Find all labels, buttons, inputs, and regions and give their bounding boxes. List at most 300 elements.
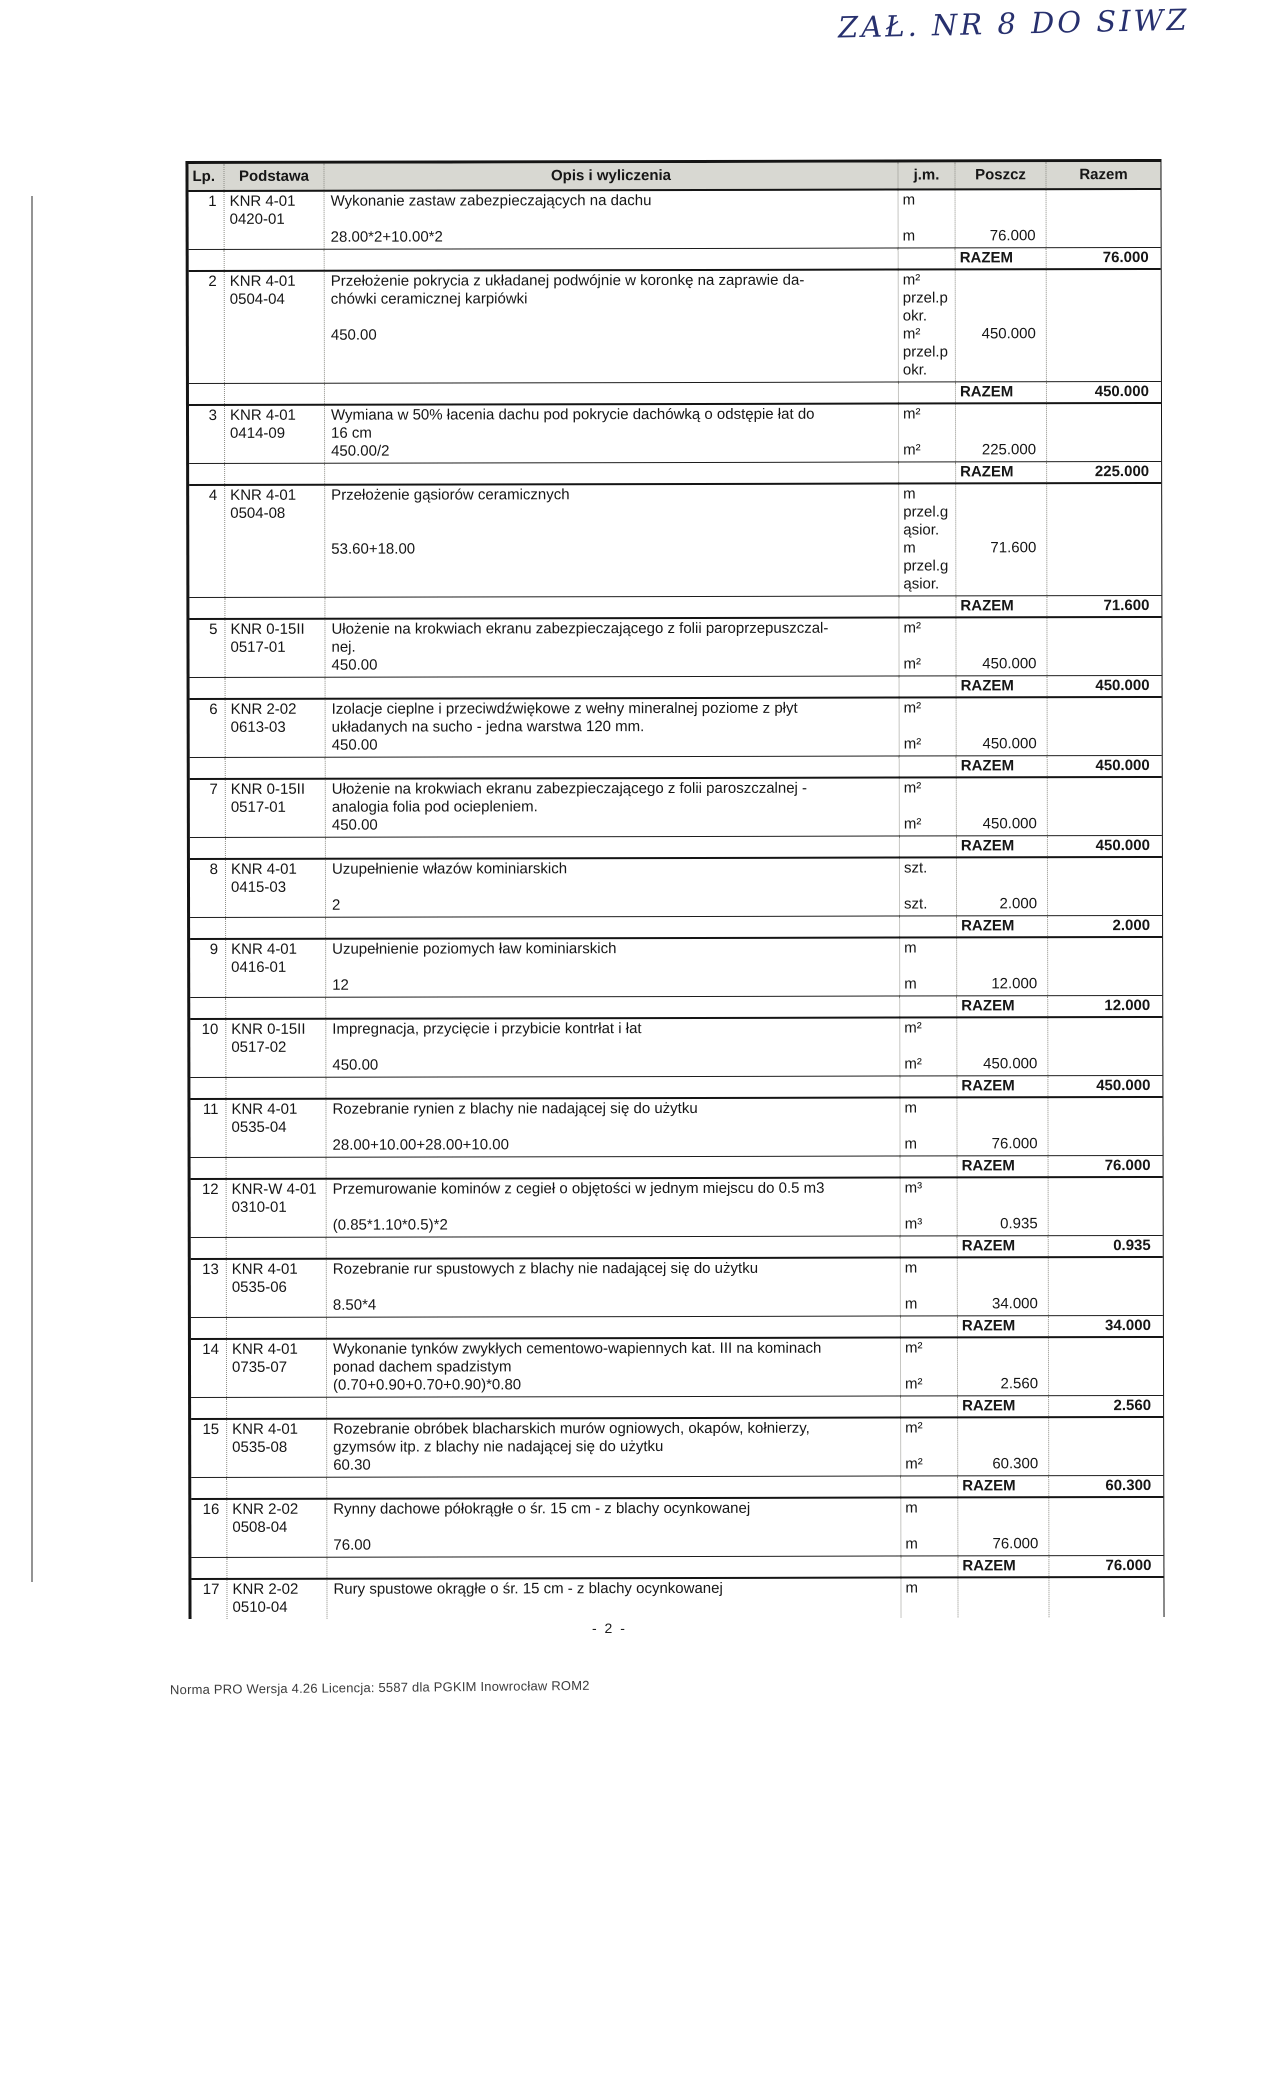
item-poszcz-cell bbox=[956, 270, 1047, 381]
item-poszcz-value: 12.000 bbox=[991, 975, 1038, 993]
item-podstawa bbox=[227, 1420, 327, 1477]
item-row bbox=[189, 190, 1161, 250]
item-row bbox=[191, 1578, 1163, 1619]
podstawa-line: 0415-03 bbox=[230, 878, 287, 896]
item-unit-cell bbox=[901, 1338, 958, 1395]
item-row bbox=[190, 698, 1162, 758]
item-poszcz-cell bbox=[957, 1098, 1048, 1155]
razem-value: 76.000 bbox=[1104, 1157, 1151, 1175]
unit-for-calculation: m² przel.p okr. bbox=[902, 325, 948, 379]
item-lp: 12 bbox=[191, 1180, 227, 1237]
item-poszcz-cell bbox=[956, 404, 1047, 461]
razem-label: RAZEM bbox=[957, 916, 1048, 936]
item-podstawa bbox=[226, 700, 326, 757]
podstawa-line: KNR 4-01 bbox=[232, 1420, 299, 1438]
podstawa-line: 0517-02 bbox=[231, 1038, 287, 1056]
item-row bbox=[191, 1498, 1163, 1558]
razem-empty-podstawa bbox=[226, 998, 326, 1018]
podstawa-line: KNR-W 4-01 bbox=[231, 1180, 317, 1198]
item-poszcz-value: 450.000 bbox=[983, 1055, 1038, 1073]
item-lp: 8 bbox=[190, 860, 226, 917]
item-description: Przemurowanie kominów z cegieł o objętości w jednym miejscu do 0.5 m3 bbox=[332, 1179, 825, 1198]
razem-empty-jm bbox=[899, 596, 956, 616]
razem-value: 2.560 bbox=[1113, 1397, 1152, 1415]
item-razem-cell bbox=[1049, 1578, 1163, 1617]
item-razem-cell bbox=[1049, 1418, 1163, 1475]
item-poszcz-value: 2.560 bbox=[1000, 1375, 1039, 1393]
item-unit-cell bbox=[901, 1258, 958, 1315]
item-calculation: 28.00*2+10.00*2 bbox=[330, 228, 443, 246]
item-poszcz-cell bbox=[957, 698, 1048, 755]
razem-label: RAZEM bbox=[958, 1396, 1049, 1416]
unit-for-calculation: m bbox=[905, 1535, 918, 1553]
item-unit-cell bbox=[901, 1498, 958, 1555]
unit-for-description: m bbox=[905, 1579, 918, 1597]
razem-value: 76.000 bbox=[1102, 249, 1149, 267]
razem-empty-opis bbox=[327, 1237, 901, 1258]
item-poszcz-value: 76.000 bbox=[989, 227, 1036, 245]
item-description: Rozebranie rur spustowych z blachy nie nadającej się do użytku bbox=[332, 1259, 759, 1278]
razem-label: RAZEM bbox=[956, 462, 1047, 482]
unit-for-calculation: m² bbox=[903, 815, 922, 833]
item-description: Rynny dachowe półokrągłe o śr. 15 cm - z blachy ocynkowanej bbox=[333, 1499, 751, 1518]
item-lp: 3 bbox=[189, 406, 225, 463]
item-poszcz-cell bbox=[956, 484, 1047, 595]
podstawa-line: KNR 0-15II bbox=[231, 1020, 306, 1038]
item-razem-row bbox=[191, 1156, 1163, 1180]
razem-empty-podstawa bbox=[227, 1318, 327, 1338]
podstawa-line: KNR 4-01 bbox=[229, 192, 296, 210]
item-razem-row bbox=[191, 1316, 1163, 1340]
podstawa-line: 0517-01 bbox=[230, 638, 286, 656]
podstawa-line: 0414-09 bbox=[230, 424, 286, 442]
razem-empty-lp bbox=[189, 464, 225, 484]
unit-for-description: m² bbox=[903, 699, 922, 717]
unit-for-calculation: m² bbox=[905, 1455, 923, 1473]
item-poszcz-value: 2.000 bbox=[999, 895, 1038, 913]
item-poszcz-cell bbox=[958, 1258, 1049, 1315]
table-header-row bbox=[188, 162, 1160, 192]
item-unit-cell bbox=[900, 938, 957, 995]
item-lp: 11 bbox=[190, 1100, 226, 1157]
item-row bbox=[189, 270, 1161, 384]
item-description: Przełożenie gąsiorów ceramicznych bbox=[331, 486, 570, 504]
razem-empty-podstawa bbox=[227, 1478, 327, 1498]
item-description: Wykonanie zastaw zabezpieczających na dachu bbox=[330, 192, 652, 210]
item-description-cell bbox=[325, 191, 899, 249]
razem-empty-podstawa bbox=[225, 384, 325, 404]
razem-empty-lp bbox=[189, 250, 225, 270]
podstawa-line: 0535-08 bbox=[232, 1438, 288, 1456]
unit-for-calculation: m bbox=[902, 227, 916, 245]
item-unit-cell bbox=[899, 484, 956, 595]
item-podstawa bbox=[227, 1260, 327, 1317]
item-calculation: (0.85*1.10*0.5)*2 bbox=[332, 1216, 448, 1234]
item-lp: 7 bbox=[190, 780, 226, 837]
razem-empty-jm bbox=[900, 756, 957, 776]
item-razem-cell bbox=[1047, 618, 1161, 675]
item-description-cell bbox=[325, 271, 899, 383]
razem-label: RAZEM bbox=[956, 382, 1047, 402]
item-razem-row bbox=[191, 1236, 1163, 1260]
item-description-cell bbox=[326, 699, 900, 757]
item-razem-row bbox=[191, 1396, 1163, 1420]
item-description-cell bbox=[327, 1259, 901, 1317]
item-description-cell bbox=[326, 1099, 900, 1157]
item-calculation: 2 bbox=[332, 896, 341, 914]
item-razem-row bbox=[190, 996, 1162, 1020]
unit-for-description: szt. bbox=[903, 859, 928, 877]
item-poszcz-cell bbox=[958, 1498, 1049, 1555]
razem-empty-lp bbox=[191, 1558, 227, 1578]
razem-empty-opis bbox=[325, 383, 899, 404]
item-unit-cell bbox=[900, 1018, 957, 1075]
item-lp: 5 bbox=[189, 620, 225, 677]
podstawa-line: KNR 2-02 bbox=[230, 700, 297, 718]
item-description-cell bbox=[326, 1019, 900, 1077]
item-row bbox=[190, 938, 1162, 998]
razem-value: 34.000 bbox=[1105, 1317, 1151, 1335]
handwritten-annotation: ZAŁ. NR 8 DO SIWZ bbox=[837, 2, 1190, 45]
podstawa-line: 0517-01 bbox=[230, 798, 286, 816]
item-razem-row bbox=[191, 1476, 1163, 1500]
item-poszcz-cell bbox=[957, 1018, 1048, 1075]
item-row bbox=[190, 778, 1162, 838]
item-lp: 2 bbox=[189, 272, 225, 383]
razem-empty-opis bbox=[326, 1077, 900, 1098]
unit-for-calculation: m² bbox=[905, 1375, 923, 1393]
unit-for-calculation: m² bbox=[903, 441, 921, 459]
item-poszcz-value: 450.000 bbox=[982, 815, 1037, 833]
item-razem-row bbox=[189, 462, 1161, 486]
item-lp: 16 bbox=[191, 1500, 227, 1557]
item-razem-cell bbox=[1047, 404, 1161, 461]
item-description-cell bbox=[327, 1499, 901, 1557]
item-row bbox=[189, 404, 1161, 464]
razem-empty-opis bbox=[326, 917, 900, 938]
razem-empty-jm bbox=[899, 462, 956, 482]
item-razem-cell bbox=[1047, 484, 1161, 595]
podstawa-line: KNR 4-01 bbox=[230, 860, 297, 878]
item-row bbox=[189, 618, 1161, 678]
header-jm: j.m. bbox=[898, 162, 955, 188]
razem-empty-podstawa bbox=[226, 678, 326, 698]
item-calculation: 28.00+10.00+28.00+10.00 bbox=[332, 1136, 509, 1154]
razem-empty-opis bbox=[327, 1157, 901, 1178]
item-podstawa bbox=[225, 272, 325, 383]
podstawa-line: KNR 4-01 bbox=[231, 1100, 298, 1118]
item-calculation: (0.70+0.90+0.70+0.90)*0.80 bbox=[333, 1376, 522, 1394]
item-lp: 4 bbox=[189, 486, 225, 597]
razem-value: 450.000 bbox=[1095, 837, 1150, 855]
item-row bbox=[191, 1418, 1163, 1478]
item-poszcz-value: 450.000 bbox=[982, 735, 1037, 753]
unit-for-calculation: m² bbox=[903, 655, 922, 673]
unit-for-description: m² bbox=[902, 405, 921, 423]
item-description-cell bbox=[326, 939, 900, 997]
podstawa-line: KNR 0-15II bbox=[230, 620, 305, 638]
podstawa-line: 0735-07 bbox=[231, 1358, 288, 1376]
razem-value: 450.000 bbox=[1096, 1077, 1151, 1095]
razem-empty-jm bbox=[901, 1476, 958, 1496]
razem-label: RAZEM bbox=[957, 676, 1048, 696]
item-razem-row bbox=[191, 1556, 1163, 1580]
item-razem-row bbox=[190, 756, 1162, 780]
item-razem-cell bbox=[1048, 938, 1162, 995]
razem-label: RAZEM bbox=[958, 1556, 1049, 1576]
item-poszcz-cell bbox=[958, 1578, 1049, 1617]
item-unit-cell bbox=[899, 190, 956, 247]
razem-value: 71.600 bbox=[1103, 597, 1150, 615]
podstawa-line: KNR 4-01 bbox=[229, 272, 296, 290]
item-razem-row bbox=[189, 596, 1161, 620]
item-razem-row bbox=[190, 836, 1162, 860]
razem-label: RAZEM bbox=[956, 248, 1047, 268]
razem-empty-jm bbox=[900, 676, 957, 696]
unit-for-description: m² bbox=[904, 1339, 923, 1357]
razem-empty-jm bbox=[900, 836, 957, 856]
item-description-cell bbox=[325, 485, 899, 597]
item-razem-cell bbox=[1048, 778, 1162, 835]
razem-empty-podstawa bbox=[227, 1398, 327, 1418]
item-poszcz-value: 225.000 bbox=[981, 441, 1037, 459]
razem-empty-lp bbox=[190, 678, 226, 698]
podstawa-line: 0613-03 bbox=[230, 718, 286, 736]
item-description: Wymiana w 50% łacenia dachu pod pokrycie dachówką o odstępie łat do 16 cm bbox=[330, 405, 815, 442]
item-description: Uzupełnienie włazów kominiarskich bbox=[331, 860, 568, 878]
unit-for-description: m bbox=[904, 939, 917, 957]
item-poszcz-cell bbox=[958, 1418, 1049, 1475]
podstawa-line: 0504-08 bbox=[230, 504, 286, 522]
item-poszcz-cell bbox=[958, 1178, 1049, 1235]
item-lp: 15 bbox=[191, 1420, 227, 1477]
item-description: Rozebranie obróbek blacharskich murów ogniowych, okapów, kołnierzy, gzymsów itp. z blachy nie nadającej się do użytku bbox=[333, 1419, 810, 1456]
item-podstawa bbox=[227, 1500, 327, 1557]
item-podstawa bbox=[225, 192, 325, 249]
podstawa-line: KNR 4-01 bbox=[231, 940, 298, 958]
unit-for-description: m bbox=[904, 1259, 918, 1277]
items-container bbox=[189, 190, 1164, 1619]
razem-empty-jm bbox=[901, 1236, 958, 1256]
razem-value: 12.000 bbox=[1104, 997, 1151, 1015]
item-razem-cell bbox=[1047, 190, 1161, 247]
razem-label: RAZEM bbox=[958, 1236, 1049, 1256]
razem-empty-podstawa bbox=[227, 1558, 327, 1578]
item-lp: 9 bbox=[190, 940, 226, 997]
item-podstawa bbox=[226, 940, 326, 997]
item-podstawa bbox=[227, 1180, 327, 1237]
razem-empty-opis bbox=[326, 997, 900, 1018]
item-description-cell bbox=[327, 1419, 901, 1477]
razem-empty-opis bbox=[326, 757, 900, 778]
item-row bbox=[190, 1098, 1162, 1158]
item-description: Przełożenie pokrycia z układanej podwójnie w koronkę na zaprawie da- chówki ceramicznej karpiówki bbox=[330, 271, 805, 308]
item-poszcz-cell bbox=[957, 938, 1048, 995]
item-razem-row bbox=[190, 1076, 1162, 1100]
razem-empty-lp bbox=[190, 758, 226, 778]
item-podstawa bbox=[225, 406, 325, 463]
header-poszcz: Poszcz bbox=[955, 162, 1046, 188]
item-podstawa bbox=[226, 1100, 326, 1157]
podstawa-line: 0535-06 bbox=[231, 1278, 287, 1296]
item-calculation: 76.00 bbox=[333, 1536, 371, 1554]
item-row bbox=[190, 1018, 1162, 1078]
item-unit-cell bbox=[901, 1178, 958, 1235]
razem-empty-jm bbox=[901, 1556, 958, 1576]
header-podstawa: Podstawa bbox=[224, 164, 324, 190]
razem-value: 0.935 bbox=[1113, 1237, 1151, 1255]
item-poszcz-cell bbox=[956, 618, 1047, 675]
razem-empty-podstawa bbox=[227, 1158, 327, 1178]
item-lp: 13 bbox=[191, 1260, 227, 1317]
unit-for-description: m² przel.p okr. bbox=[902, 271, 948, 325]
item-poszcz-cell bbox=[957, 858, 1048, 915]
item-lp: 6 bbox=[190, 700, 226, 757]
item-poszcz-value: 71.600 bbox=[990, 539, 1037, 557]
podstawa-line: KNR 0-15II bbox=[230, 780, 306, 798]
razem-empty-jm bbox=[899, 382, 956, 402]
item-razem-cell bbox=[1048, 698, 1162, 755]
razem-value: 2.000 bbox=[1112, 917, 1151, 935]
item-row bbox=[189, 484, 1161, 598]
item-razem-row bbox=[190, 676, 1162, 700]
item-row bbox=[191, 1338, 1163, 1398]
razem-empty-lp bbox=[190, 1078, 226, 1098]
podstawa-line: 0508-04 bbox=[232, 1518, 288, 1536]
razem-value: 450.000 bbox=[1095, 757, 1150, 775]
item-description-cell bbox=[327, 1179, 901, 1237]
item-unit-cell bbox=[899, 270, 956, 381]
unit-for-description: m bbox=[902, 191, 916, 209]
razem-label: RAZEM bbox=[958, 1476, 1049, 1496]
podstawa-line: 0416-01 bbox=[231, 958, 287, 976]
podstawa-line: 0310-01 bbox=[231, 1198, 287, 1216]
unit-for-description: m bbox=[904, 1099, 917, 1117]
item-description: Wykonanie tynków zwykłych cementowo-wapiennych kat. III na kominach ponad dachem spadzistym bbox=[332, 1339, 822, 1376]
razem-empty-opis bbox=[326, 837, 900, 858]
podstawa-line: KNR 4-01 bbox=[231, 1340, 298, 1358]
item-poszcz-value: 60.300 bbox=[992, 1455, 1039, 1473]
unit-for-calculation: m³ bbox=[904, 1215, 923, 1233]
item-unit-cell bbox=[901, 1578, 958, 1617]
razem-empty-jm bbox=[899, 248, 956, 268]
item-podstawa bbox=[226, 780, 326, 837]
razem-empty-opis bbox=[326, 677, 900, 698]
item-poszcz-value: 450.000 bbox=[982, 655, 1037, 673]
item-razem-cell bbox=[1049, 1258, 1163, 1315]
razem-empty-jm bbox=[901, 1396, 958, 1416]
item-description: Impregnacja, przycięcie i przybicie kontrłat i łat bbox=[332, 1020, 642, 1038]
item-razem-cell bbox=[1049, 1498, 1163, 1555]
header-opis: Opis i wyliczenia bbox=[324, 163, 898, 190]
item-unit-cell bbox=[901, 1418, 958, 1475]
page-number: - 2 - bbox=[592, 1620, 627, 1636]
item-description: Ułożenie na krokwiach ekranu zabezpieczającego z folii paroprzepuszczal- nej. bbox=[331, 619, 829, 656]
item-calculation: 450.00 bbox=[330, 326, 377, 344]
unit-for-description: m² bbox=[903, 619, 921, 637]
item-poszcz-cell bbox=[958, 1338, 1049, 1395]
item-unit-cell bbox=[900, 858, 957, 915]
item-poszcz-cell bbox=[957, 778, 1048, 835]
item-razem-cell bbox=[1048, 1018, 1162, 1075]
header-lp: Lp. bbox=[188, 164, 224, 190]
item-podstawa bbox=[226, 860, 326, 917]
podstawa-line: 0420-01 bbox=[229, 210, 285, 228]
item-description-cell bbox=[325, 619, 899, 677]
unit-for-calculation: m bbox=[904, 1135, 918, 1153]
scan-edge-artifact bbox=[31, 196, 33, 1582]
razem-empty-lp bbox=[190, 998, 226, 1018]
item-description: Uzupełnienie poziomych ław kominiarskich bbox=[332, 940, 617, 958]
unit-for-description: m² bbox=[904, 1019, 922, 1037]
item-poszcz-value: 76.000 bbox=[991, 1135, 1038, 1153]
razem-empty-podstawa bbox=[225, 464, 325, 484]
razem-empty-jm bbox=[900, 916, 957, 936]
item-razem-row bbox=[189, 382, 1161, 406]
item-unit-cell bbox=[899, 404, 956, 461]
item-calculation: 450.00 bbox=[331, 736, 378, 754]
unit-for-calculation: m² bbox=[904, 1055, 922, 1073]
item-description: Rury spustowe okrągłe o śr. 15 cm - z blachy ocynkowanej bbox=[333, 1579, 723, 1598]
item-unit-cell bbox=[900, 778, 957, 835]
razem-empty-lp bbox=[189, 598, 225, 618]
razem-label: RAZEM bbox=[957, 1076, 1048, 1096]
item-lp: 14 bbox=[191, 1340, 227, 1397]
item-unit-cell bbox=[900, 1098, 957, 1155]
item-razem-cell bbox=[1049, 1178, 1163, 1235]
item-description-cell bbox=[327, 1579, 901, 1619]
unit-for-calculation: m przel.g ąsior. bbox=[903, 539, 949, 593]
razem-empty-jm bbox=[901, 1316, 958, 1336]
razem-empty-opis bbox=[325, 463, 899, 484]
razem-empty-opis bbox=[327, 1317, 901, 1338]
razem-empty-lp bbox=[191, 1398, 227, 1418]
item-unit-cell bbox=[899, 618, 956, 675]
item-row bbox=[191, 1258, 1163, 1318]
podstawa-line: KNR 2-02 bbox=[232, 1500, 299, 1518]
razem-empty-opis bbox=[327, 1477, 901, 1498]
item-description: Ułożenie na krokwiach ekranu zabezpieczającego z folii paroszczalnej - analogia folia pod ociepleniem. bbox=[331, 779, 808, 816]
unit-for-description: m przel.g ąsior. bbox=[903, 485, 949, 539]
item-row bbox=[191, 1178, 1163, 1238]
razem-label: RAZEM bbox=[957, 756, 1048, 776]
razem-empty-opis bbox=[327, 1557, 901, 1578]
unit-for-description: m bbox=[905, 1499, 918, 1517]
razem-empty-podstawa bbox=[226, 838, 326, 858]
item-poszcz-value: 76.000 bbox=[992, 1535, 1039, 1553]
item-poszcz-value: 34.000 bbox=[991, 1295, 1038, 1313]
item-description: Rozebranie rynien z blachy nie nadającej się do użytku bbox=[332, 1099, 698, 1118]
razem-empty-lp bbox=[190, 838, 226, 858]
unit-for-calculation: m² bbox=[903, 735, 922, 753]
razem-empty-jm bbox=[900, 996, 957, 1016]
razem-empty-podstawa bbox=[226, 918, 326, 938]
item-row bbox=[190, 858, 1162, 918]
razem-empty-jm bbox=[900, 1076, 957, 1096]
item-calculation: 8.50*4 bbox=[332, 1296, 377, 1314]
item-description-cell bbox=[325, 405, 899, 463]
item-description-cell bbox=[326, 779, 900, 837]
unit-for-description: m² bbox=[903, 779, 922, 797]
footer-license-line: Norma PRO Wersja 4.26 Licencja: 5587 dla PGKIM Inowrocław ROM2 bbox=[169, 1677, 590, 1698]
item-razem-cell bbox=[1049, 1338, 1163, 1395]
razem-empty-lp bbox=[191, 1478, 227, 1498]
razem-label: RAZEM bbox=[958, 1316, 1049, 1336]
razem-empty-lp bbox=[191, 1238, 227, 1258]
podstawa-line: KNR 4-01 bbox=[230, 486, 297, 504]
item-lp: 1 bbox=[189, 192, 225, 249]
unit-for-calculation: m bbox=[904, 1295, 918, 1313]
